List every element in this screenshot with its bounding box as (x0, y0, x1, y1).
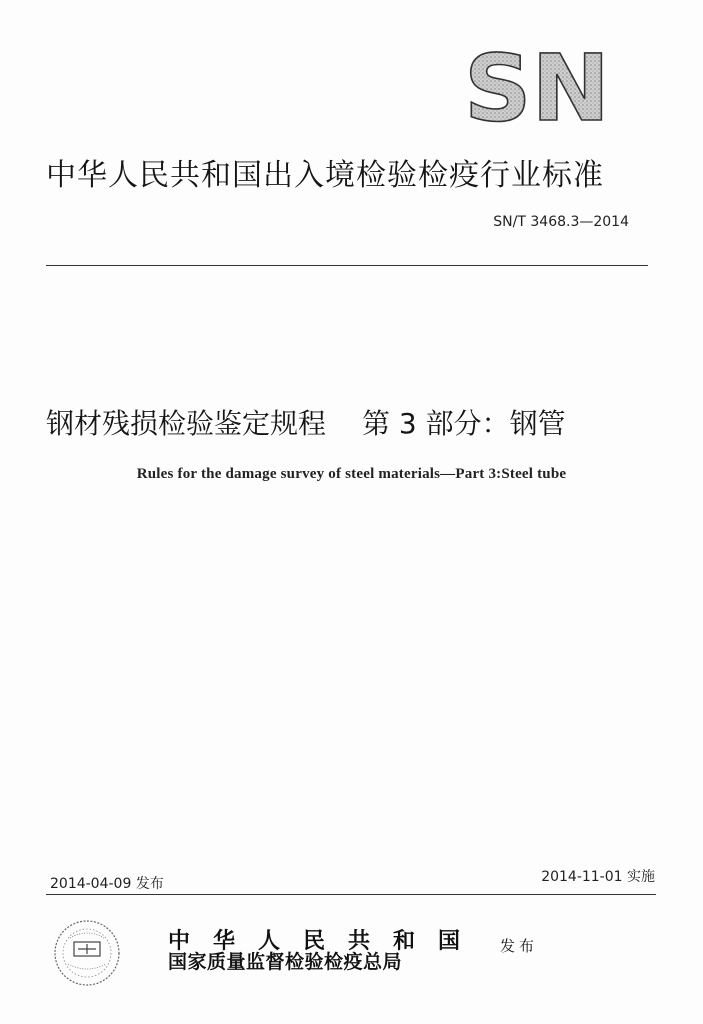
publisher-seal (52, 918, 122, 988)
document-title-en: Rules for the damage survey of steel materials—Part 3:Steel tube (136, 466, 567, 482)
implementation-date: 2014-11-01 实施 (541, 869, 655, 885)
divider-top (46, 265, 648, 266)
standard-category-title: 中华人民共和国出入境检验检疫行业标准 (46, 158, 604, 193)
sn-logo (462, 48, 612, 126)
issuer-country: 中华人民共和国 (168, 928, 484, 954)
document-title-part: 第 3 部分：钢管 (362, 407, 566, 440)
sn-logo-icon (462, 48, 612, 126)
svg-text:SN: SN (464, 48, 610, 126)
issuer-agency: 国家质量监督检验检疫总局 (168, 951, 403, 973)
standard-code: SN/T 3468.3—2014 (493, 214, 629, 230)
issue-date: 2014-04-09 发布 (50, 876, 164, 892)
divider-bottom (46, 894, 656, 895)
publish-label: 发布 (500, 937, 539, 955)
document-title-cn (46, 402, 566, 442)
publisher-seal-icon (52, 918, 122, 988)
document-title-main: 钢材残损检验鉴定规程 (46, 407, 327, 440)
